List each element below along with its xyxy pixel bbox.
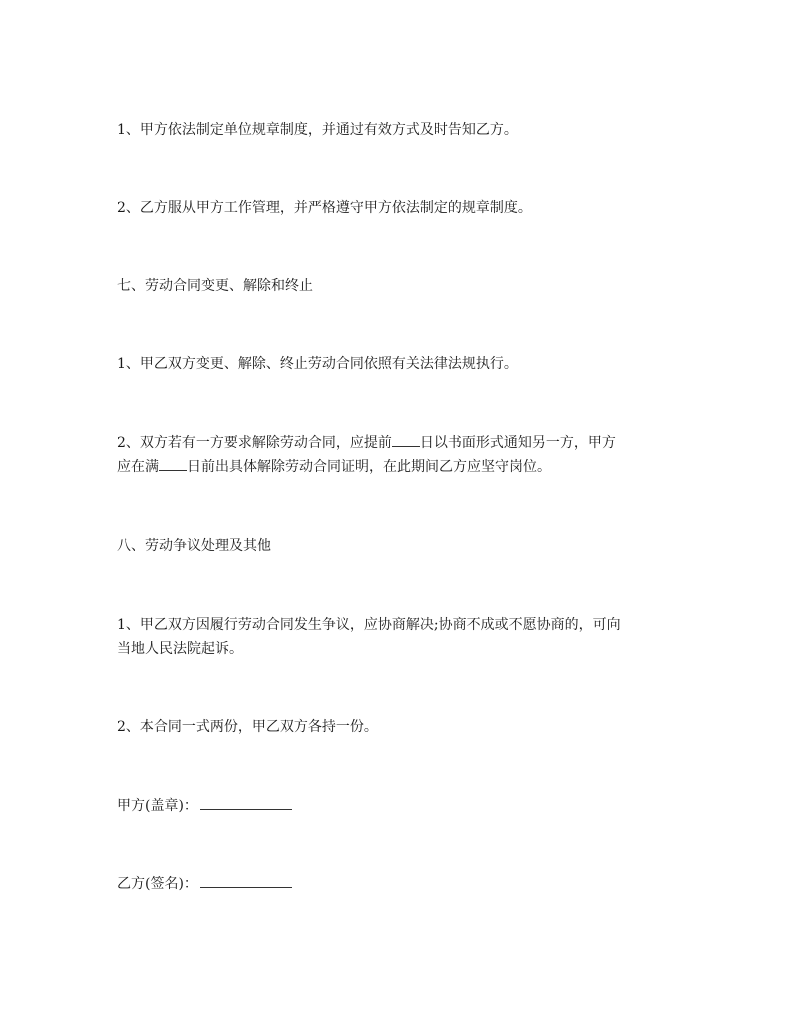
- party-b-label: 乙方(签名)：: [117, 876, 198, 892]
- clause-2-copies: 2、本合同一式两份，甲乙双方各持一份。: [117, 719, 378, 735]
- party-b-signature-blank: [200, 872, 292, 888]
- clause-2-notice-text-b: 日以书面形式通知另一方，甲方: [419, 435, 616, 451]
- section-8-heading: 八、劳动争议处理及其他: [117, 538, 271, 554]
- party-a-label: 甲方(盖章)：: [117, 798, 198, 814]
- clause-2-notice-line-2: [117, 455, 697, 479]
- clause-2-notice-line-1: [117, 431, 697, 455]
- clause-2-notice-text-d: 日前出具体解除劳动合同证明，在此期间乙方应坚守岗位。: [187, 459, 551, 475]
- clause-2-notice-text-c: 应在满: [117, 459, 159, 475]
- party-a-signature-row: [117, 794, 697, 818]
- clause-2-obey-rules: 2、乙方服从甲方工作管理，并严格遵守甲方依法制定的规章制度。: [117, 200, 532, 216]
- clause-1-rules-notice: 1、甲方依法制定单位规章制度，并通过有效方式及时告知乙方。: [117, 122, 518, 138]
- clause-1-dispute-line-1: 1、甲乙双方因履行劳动合同发生争议，应协商解决;协商不成或不愿协商的，可向: [117, 617, 621, 633]
- notice-days-blank: [392, 431, 420, 447]
- certificate-days-blank: [159, 455, 187, 471]
- clause-2-notice-text-a: 2、双方若有一方要求解除劳动合同，应提前: [117, 435, 392, 451]
- party-a-signature-blank: [200, 794, 292, 810]
- section-7-heading: 七、劳动合同变更、解除和终止: [117, 278, 313, 294]
- clause-1-dispute-line-2: 当地人民法院起诉。: [117, 641, 243, 657]
- clause-1-change-termination: 1、甲乙双方变更、解除、终止劳动合同依照有关法律法规执行。: [117, 356, 518, 372]
- party-b-signature-row: [117, 872, 697, 896]
